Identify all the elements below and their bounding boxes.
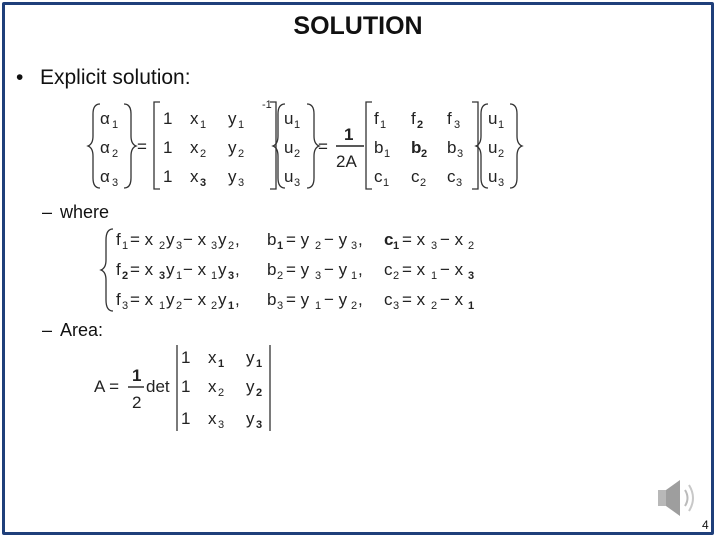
svg-text:1: 1 — [163, 167, 173, 186]
svg-text:y: y — [228, 138, 237, 157]
svg-text:= x: = x — [130, 260, 154, 279]
svg-text:= x: = x — [130, 290, 154, 309]
svg-text:2: 2 — [420, 177, 427, 189]
svg-text:x: x — [190, 167, 199, 186]
svg-text:α: α — [100, 109, 110, 128]
svg-text:1: 1 — [238, 119, 245, 131]
page-number: 4 — [702, 518, 709, 532]
svg-text:y: y — [166, 290, 175, 309]
svg-text:y: y — [218, 230, 227, 249]
svg-text:3: 3 — [122, 300, 129, 312]
svg-text:3: 3 — [277, 300, 284, 312]
svg-text:y: y — [228, 109, 237, 128]
svg-text:2: 2 — [393, 270, 400, 282]
where-label: where — [60, 202, 110, 222]
svg-text:1: 1 — [383, 177, 390, 189]
svg-text:c: c — [374, 167, 383, 186]
svg-text:y: y — [218, 260, 227, 279]
svg-text:2: 2 — [211, 300, 218, 312]
svg-text:f: f — [447, 109, 452, 128]
svg-text:3: 3 — [431, 240, 438, 252]
svg-text:2: 2 — [132, 393, 142, 412]
svg-text:2: 2 — [256, 387, 263, 399]
svg-text:3: 3 — [351, 240, 358, 252]
svg-text:− x: − x — [183, 230, 207, 249]
svg-text:1: 1 — [112, 119, 119, 131]
svg-text:3: 3 — [218, 419, 225, 431]
svg-text:c: c — [384, 290, 393, 309]
svg-text:3: 3 — [112, 177, 119, 189]
svg-text:2: 2 — [159, 240, 166, 252]
svg-text:det: det — [146, 377, 170, 396]
svg-text:− x: − x — [440, 230, 464, 249]
svg-text:2: 2 — [421, 148, 428, 160]
svg-text:1: 1 — [294, 119, 301, 131]
dash-marker: – — [42, 202, 53, 222]
svg-text:2: 2 — [351, 300, 358, 312]
svg-text:3: 3 — [176, 240, 183, 252]
svg-text:2: 2 — [431, 300, 438, 312]
slide-title: SOLUTION — [293, 12, 423, 40]
svg-text:c: c — [384, 230, 394, 249]
svg-text:2: 2 — [122, 270, 129, 282]
svg-text:y: y — [246, 377, 255, 396]
svg-text:= y: = y — [286, 230, 310, 249]
svg-text:1: 1 — [256, 358, 263, 370]
svg-text:3: 3 — [211, 240, 218, 252]
svg-text:2A: 2A — [336, 152, 357, 171]
svg-text:3: 3 — [238, 177, 245, 189]
svg-text:,: , — [358, 260, 363, 279]
dash-marker: – — [42, 320, 53, 340]
svg-text:,: , — [235, 290, 240, 309]
svg-text:− y: − y — [324, 230, 348, 249]
svg-text:3: 3 — [256, 419, 263, 431]
svg-text:2: 2 — [277, 270, 284, 282]
svg-text:3: 3 — [200, 177, 207, 189]
svg-text:1: 1 — [315, 300, 322, 312]
svg-text:y: y — [166, 260, 175, 279]
svg-text:b: b — [447, 138, 457, 157]
svg-text:=: = — [318, 137, 328, 156]
svg-text:u: u — [488, 109, 498, 128]
svg-text:b: b — [267, 230, 277, 249]
svg-text:f: f — [116, 230, 121, 249]
equation-explicit-solution — [88, 99, 522, 189]
svg-text:2: 2 — [218, 387, 225, 399]
svg-text:2: 2 — [176, 300, 183, 312]
svg-text:3: 3 — [393, 300, 400, 312]
svg-text:y: y — [228, 167, 237, 186]
svg-text:2: 2 — [228, 240, 235, 252]
svg-text:3: 3 — [294, 177, 301, 189]
svg-text:− y: − y — [324, 260, 348, 279]
svg-text:2: 2 — [468, 240, 475, 252]
svg-text:3: 3 — [228, 270, 235, 282]
bullet-text: Explicit solution: — [40, 66, 191, 89]
svg-text:1: 1 — [380, 119, 387, 131]
svg-text:1: 1 — [277, 240, 284, 252]
svg-text:1: 1 — [181, 377, 191, 396]
svg-text:2: 2 — [112, 148, 119, 160]
svg-text:1: 1 — [176, 270, 183, 282]
svg-text:c: c — [411, 167, 420, 186]
svg-text:y: y — [246, 409, 255, 428]
svg-text:1: 1 — [384, 148, 391, 160]
svg-text:x: x — [190, 109, 199, 128]
svg-text:= x: = x — [130, 230, 154, 249]
svg-text:x: x — [208, 348, 217, 367]
svg-text:A =: A = — [94, 377, 120, 396]
svg-text:b: b — [267, 290, 277, 309]
svg-text:1: 1 — [163, 109, 173, 128]
svg-text:f: f — [116, 290, 121, 309]
svg-text:= x: = x — [402, 290, 426, 309]
svg-text:1: 1 — [159, 300, 166, 312]
svg-text:1: 1 — [181, 348, 191, 367]
svg-text:,: , — [358, 290, 363, 309]
svg-text:3: 3 — [468, 270, 475, 282]
svg-text:2: 2 — [315, 240, 322, 252]
svg-text:b: b — [267, 260, 277, 279]
equation-area — [94, 345, 270, 431]
svg-text:f: f — [116, 260, 121, 279]
svg-text:2: 2 — [200, 148, 207, 160]
svg-text:1: 1 — [122, 240, 129, 252]
svg-text:− x: − x — [183, 260, 207, 279]
svg-text:1: 1 — [498, 119, 505, 131]
svg-text:− x: − x — [183, 290, 207, 309]
svg-text:− x: − x — [440, 290, 464, 309]
svg-text:α: α — [100, 167, 110, 186]
svg-text:b: b — [374, 138, 384, 157]
svg-text:= x: = x — [402, 230, 426, 249]
svg-text:2: 2 — [417, 119, 424, 131]
svg-text:1: 1 — [351, 270, 358, 282]
equation-coefficients — [101, 229, 474, 312]
svg-text:,: , — [235, 260, 240, 279]
svg-text:1: 1 — [218, 358, 225, 370]
svg-text:x: x — [208, 377, 217, 396]
svg-text:= y: = y — [286, 290, 310, 309]
svg-text:,: , — [235, 230, 240, 249]
svg-text:3: 3 — [456, 177, 463, 189]
speaker-icon[interactable] — [658, 480, 693, 516]
svg-text:1: 1 — [393, 240, 400, 252]
svg-text:2: 2 — [238, 148, 245, 160]
svg-text:3: 3 — [498, 177, 505, 189]
svg-text:,: , — [358, 230, 363, 249]
svg-text:f: f — [374, 109, 379, 128]
svg-text:3: 3 — [159, 270, 166, 282]
svg-text:3: 3 — [457, 148, 464, 160]
svg-text:− x: − x — [440, 260, 464, 279]
svg-text:y: y — [246, 348, 255, 367]
svg-text:2: 2 — [294, 148, 301, 160]
svg-text:= x: = x — [402, 260, 426, 279]
bullet-dot: • — [16, 66, 24, 89]
svg-text:1: 1 — [431, 270, 438, 282]
svg-text:c: c — [447, 167, 456, 186]
svg-text:2: 2 — [498, 148, 505, 160]
svg-text:1: 1 — [181, 409, 191, 428]
svg-text:= y: = y — [286, 260, 310, 279]
svg-text:x: x — [190, 138, 199, 157]
svg-text:3: 3 — [454, 119, 461, 131]
area-label: Area: — [60, 320, 104, 340]
svg-text:1: 1 — [344, 125, 354, 144]
svg-text:1: 1 — [132, 366, 142, 385]
svg-text:− y: − y — [324, 290, 348, 309]
svg-text:u: u — [488, 167, 498, 186]
svg-text:u: u — [488, 138, 498, 157]
svg-text:3: 3 — [315, 270, 322, 282]
svg-text:b: b — [411, 138, 422, 157]
svg-text:f: f — [411, 109, 416, 128]
svg-text:1: 1 — [468, 300, 475, 312]
svg-text:1: 1 — [163, 138, 173, 157]
svg-text:c: c — [384, 260, 393, 279]
svg-text:u: u — [284, 109, 294, 128]
svg-text:u: u — [284, 138, 294, 157]
svg-text:y: y — [218, 290, 227, 309]
svg-text:u: u — [284, 167, 294, 186]
svg-text:1: 1 — [211, 270, 218, 282]
svg-text:-1: -1 — [262, 99, 272, 111]
svg-text:=: = — [137, 137, 147, 156]
svg-text:1: 1 — [200, 119, 207, 131]
svg-text:1: 1 — [228, 300, 235, 312]
svg-text:x: x — [208, 409, 217, 428]
svg-text:y: y — [166, 230, 175, 249]
svg-text:α: α — [100, 138, 110, 157]
